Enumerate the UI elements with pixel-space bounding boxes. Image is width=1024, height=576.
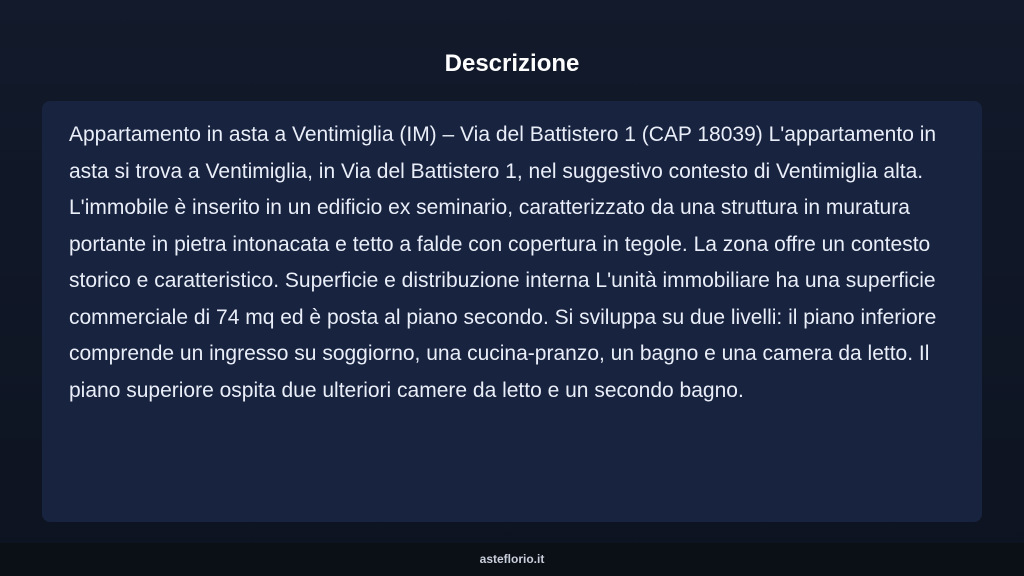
description-card [42,101,982,522]
footer-site-link[interactable]: asteflorio.it [479,552,545,566]
footer-bar [0,543,1024,576]
page-title: Descrizione [444,50,580,77]
description-text: Appartamento in asta a Ventimiglia (IM) – Via del Battistero 1 (CAP 18039) L'appartamento in asta si trova a Ventimiglia, in Via del Battistero 1, nel suggestivo contesto di Ventimiglia alta. L'immobile è inserito in un edificio ex seminario, caratterizzato da una struttura in muratura portante in pietra intonacata e tetto a falde con copertura in tegole. La zona offre un contesto storico e caratteristico. Superficie e distribuzione interna L'unità immobiliare ha una superficie commerciale di 74 mq ed è posta al piano secondo. Si sviluppa su due livelli: il piano inferiore comprende un ingresso su soggiorno, una cucina-pranzo, un bagno e una camera da letto. Il piano superiore ospita due ulteriori camere da letto e un secondo bagno. [69,123,937,402]
